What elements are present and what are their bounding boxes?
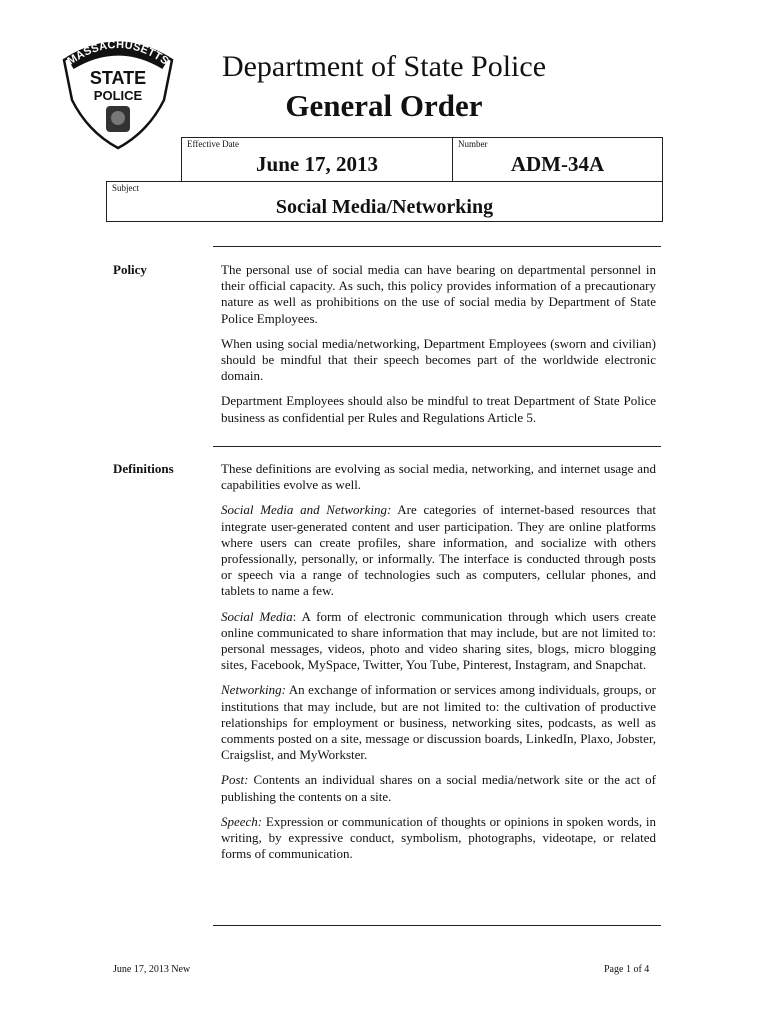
state-police-badge-logo	[58, 34, 178, 152]
policy-paragraph: Department Employees should also be mindful to treat Department of State Police business as confidential per Rules and Regulations Article 5.	[221, 393, 656, 425]
number-box	[452, 137, 663, 182]
badge-top-text: MASSACHUSETTS	[65, 38, 171, 68]
footer-date: June 17, 2013 New	[113, 964, 191, 975]
definition-item	[221, 814, 656, 863]
effective-date-box	[181, 137, 453, 182]
department-title: Department of State Police	[221, 50, 547, 83]
subject-value: Social Media/Networking	[275, 196, 494, 218]
badge-state-text: STATE	[89, 68, 147, 88]
definition-term: Social Media and Networking:	[221, 502, 392, 518]
definition-text: An exchange of information or services among individuals, groups, or institutions that may include, but are not limited to: the cultivation of productive relationships for employment or business, networking sites, podcasts, as well as comments posted on a site, message or discussion boards, LinkedIn, Plaxo, Jobster, Craigslist, and MyWorkster.	[221, 682, 656, 763]
definition-item	[221, 772, 656, 804]
definition-text: : A form of electronic communication through which users create online communicated to share information that may include, but are not limited to: personal messages, videos, photo and video sharing sites, blogs, micro blogging sites, Facebook, MySpace, Twitter, You Tube, Pinterest, Instagram, and Snapchat.	[221, 608, 656, 673]
definition-term: Social Media	[221, 608, 293, 624]
definitions-heading: Definitions	[113, 461, 174, 476]
divider	[213, 925, 661, 926]
number-value: ADM-34A	[510, 152, 605, 176]
definition-term: Post:	[221, 772, 249, 788]
number-label: Number	[458, 139, 488, 149]
document-type-title: General Order	[285, 88, 483, 123]
definition-text: Are categories of internet-based resources that integrate user-generated content and user participation. They are online platforms where users can create profiles, share information, and socialize with others professionally, personally, or informally. The interface is conducted through posts or speech via a range of technologies such as computers, cellular phones, and tablets to name a few.	[221, 502, 656, 599]
effective-date-value: June 17, 2013	[256, 152, 378, 176]
divider	[213, 246, 661, 247]
definition-term: Speech:	[221, 813, 263, 829]
definition-text: Contents an individual shares on a social media/network site or the act of publishing the contents on a site.	[221, 772, 656, 804]
definitions-body	[221, 461, 656, 871]
divider	[213, 446, 661, 447]
subject-box	[106, 181, 663, 222]
policy-body	[221, 262, 656, 435]
definitions-intro: These definitions are evolving as social media, networking, and internet usage and capabilities evolve as well.	[221, 461, 656, 493]
definition-text: Expression or communication of thoughts or opinions in spoken words, in writing, by expressive conduct, symbolism, photographs, videotape, or related forms of communication.	[221, 813, 656, 862]
badge-police-text: POLICE	[93, 88, 143, 103]
policy-paragraph: When using social media/networking, Department Employees (sworn and civilian) should be mindful that their speech becomes part of the worldwide electronic domain.	[221, 335, 656, 384]
page-number: Page 1 of 4	[604, 964, 650, 975]
definition-term: Networking:	[221, 682, 286, 698]
definition-item	[221, 609, 656, 674]
definition-item	[221, 682, 656, 763]
subject-label: Subject	[112, 183, 139, 193]
policy-paragraph: The personal use of social media can have bearing on departmental personnel in their official capacity. As such, this policy provides information of a precautionary nature as well as prohibitions on the use of social media by Department of State Police Employees.	[221, 262, 656, 326]
policy-heading: Policy	[113, 262, 147, 277]
effective-date-label: Effective Date	[187, 139, 240, 149]
definition-item	[221, 502, 656, 599]
